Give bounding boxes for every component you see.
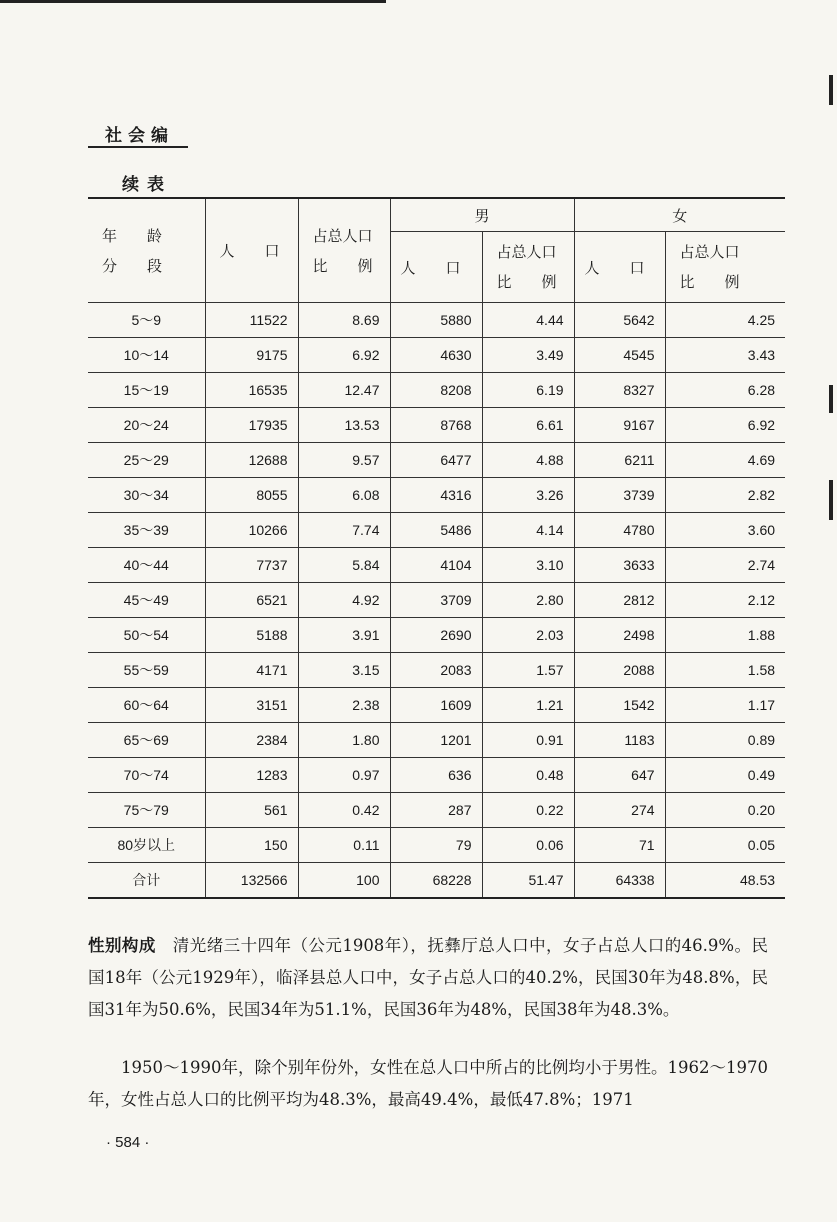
value-cell: 4316 bbox=[390, 478, 482, 513]
value-cell: 13.53 bbox=[298, 408, 390, 443]
col-header-age bbox=[88, 198, 205, 303]
value-cell: 1.88 bbox=[665, 618, 785, 653]
age-group-cell: 35～39 bbox=[88, 513, 205, 548]
paragraph-1950-1990: 1950～1990年，除个别年份外，女性在总人口中所占的比例均小于男性。1962～1970年，女性占总人口的比例平均为48.3%，最高49.4%，最低47.8%；1971 bbox=[88, 1058, 768, 1109]
value-cell: 12.47 bbox=[298, 373, 390, 408]
value-cell: 1.80 bbox=[298, 723, 390, 758]
scan-edge-mark bbox=[829, 385, 833, 413]
age-group-cell: 70～74 bbox=[88, 758, 205, 793]
female-ratio-header bbox=[665, 232, 785, 303]
value-cell: 17935 bbox=[205, 408, 298, 443]
value-cell: 2.80 bbox=[482, 583, 574, 618]
value-cell: 1.17 bbox=[665, 688, 785, 723]
value-cell: 2812 bbox=[574, 583, 665, 618]
male-ratio-line2: 比 例 bbox=[496, 273, 557, 291]
paragraph-lead: 性别构成 bbox=[88, 936, 156, 955]
scan-edge-mark bbox=[829, 480, 833, 520]
female-population-label: 人 口 bbox=[584, 258, 645, 277]
value-cell: 7.74 bbox=[298, 513, 390, 548]
value-cell: 4545 bbox=[574, 338, 665, 373]
age-group-cell: 30～34 bbox=[88, 478, 205, 513]
group-header-male: 男 bbox=[390, 198, 574, 232]
page-number: · 584 · bbox=[106, 1134, 150, 1151]
age-group-cell: 50～54 bbox=[88, 618, 205, 653]
female-ratio-line1: 占总人口 bbox=[679, 243, 740, 261]
table-row bbox=[88, 688, 785, 723]
value-cell: 132566 bbox=[205, 863, 298, 899]
table-row bbox=[88, 758, 785, 793]
table-body bbox=[88, 303, 785, 899]
value-cell: 561 bbox=[205, 793, 298, 828]
value-cell: 0.97 bbox=[298, 758, 390, 793]
age-group-cell: 合计 bbox=[88, 863, 205, 899]
value-cell: 5486 bbox=[390, 513, 482, 548]
value-cell: 4.69 bbox=[665, 443, 785, 478]
age-group-cell: 25～29 bbox=[88, 443, 205, 478]
value-cell: 2.38 bbox=[298, 688, 390, 723]
value-cell: 5.84 bbox=[298, 548, 390, 583]
table-row bbox=[88, 408, 785, 443]
age-group-cell: 40～44 bbox=[88, 548, 205, 583]
table-row bbox=[88, 513, 785, 548]
value-cell: 1283 bbox=[205, 758, 298, 793]
value-cell: 6211 bbox=[574, 443, 665, 478]
value-cell: 2.03 bbox=[482, 618, 574, 653]
value-cell: 79 bbox=[390, 828, 482, 863]
value-cell: 4630 bbox=[390, 338, 482, 373]
age-group-cell: 80岁以上 bbox=[88, 828, 205, 863]
value-cell: 9.57 bbox=[298, 443, 390, 478]
table-row bbox=[88, 443, 785, 478]
value-cell: 2.74 bbox=[665, 548, 785, 583]
col-header-ratio bbox=[298, 198, 390, 303]
value-cell: 1542 bbox=[574, 688, 665, 723]
value-cell: 100 bbox=[298, 863, 390, 899]
value-cell: 2384 bbox=[205, 723, 298, 758]
col-header-ratio-line2: 比 例 bbox=[312, 256, 373, 275]
age-group-cell: 65～69 bbox=[88, 723, 205, 758]
value-cell: 1183 bbox=[574, 723, 665, 758]
group-header-female: 女 bbox=[574, 198, 785, 232]
value-cell: 48.53 bbox=[665, 863, 785, 899]
value-cell: 6.28 bbox=[665, 373, 785, 408]
value-cell: 2088 bbox=[574, 653, 665, 688]
value-cell: 0.05 bbox=[665, 828, 785, 863]
value-cell: 1.21 bbox=[482, 688, 574, 723]
col-header-population bbox=[205, 198, 298, 303]
value-cell: 71 bbox=[574, 828, 665, 863]
table-row bbox=[88, 303, 785, 338]
section-underline bbox=[88, 146, 188, 148]
value-cell: 12688 bbox=[205, 443, 298, 478]
value-cell: 2.12 bbox=[665, 583, 785, 618]
table-row bbox=[88, 373, 785, 408]
value-cell: 0.49 bbox=[665, 758, 785, 793]
value-cell: 64338 bbox=[574, 863, 665, 899]
col-header-ratio-line1: 占总人口 bbox=[312, 226, 373, 245]
value-cell: 3633 bbox=[574, 548, 665, 583]
value-cell: 3.91 bbox=[298, 618, 390, 653]
value-cell: 8768 bbox=[390, 408, 482, 443]
value-cell: 3.60 bbox=[665, 513, 785, 548]
value-cell: 8.69 bbox=[298, 303, 390, 338]
value-cell: 8208 bbox=[390, 373, 482, 408]
table-row bbox=[88, 583, 785, 618]
age-group-cell: 10～14 bbox=[88, 338, 205, 373]
value-cell: 3151 bbox=[205, 688, 298, 723]
value-cell: 274 bbox=[574, 793, 665, 828]
value-cell: 4171 bbox=[205, 653, 298, 688]
age-group-cell: 45～49 bbox=[88, 583, 205, 618]
table-row bbox=[88, 338, 785, 373]
value-cell: 636 bbox=[390, 758, 482, 793]
table-row bbox=[88, 828, 785, 863]
age-group-cell: 20～24 bbox=[88, 408, 205, 443]
age-group-cell: 15～19 bbox=[88, 373, 205, 408]
male-ratio-line1: 占总人口 bbox=[496, 243, 557, 261]
scan-edge-mark bbox=[829, 75, 833, 105]
table-caption: 续表 bbox=[122, 175, 172, 195]
value-cell: 9167 bbox=[574, 408, 665, 443]
value-cell: 4.25 bbox=[665, 303, 785, 338]
value-cell: 3.15 bbox=[298, 653, 390, 688]
value-cell: 0.42 bbox=[298, 793, 390, 828]
age-group-cell: 75～79 bbox=[88, 793, 205, 828]
value-cell: 0.11 bbox=[298, 828, 390, 863]
value-cell: 1.57 bbox=[482, 653, 574, 688]
paragraph-body: 清光绪三十四年（公元1908年），抚彝厅总人口中，女子占总人口的46.9%。民国18年（公元1929年），临泽县总人口中，女子占总人口的40.2%，民国30年为48.8%，民国31年为50.6%，民国34年为51.1%，民国36年为48%，民国38年为48.3%。 bbox=[88, 936, 768, 1019]
value-cell: 4104 bbox=[390, 548, 482, 583]
value-cell: 5188 bbox=[205, 618, 298, 653]
value-cell: 6.92 bbox=[298, 338, 390, 373]
value-cell: 4.44 bbox=[482, 303, 574, 338]
age-group-cell: 55～59 bbox=[88, 653, 205, 688]
value-cell: 7737 bbox=[205, 548, 298, 583]
value-cell: 6.92 bbox=[665, 408, 785, 443]
top-edge-rule bbox=[0, 0, 386, 3]
value-cell: 5642 bbox=[574, 303, 665, 338]
table-row bbox=[88, 653, 785, 688]
value-cell: 2690 bbox=[390, 618, 482, 653]
value-cell: 10266 bbox=[205, 513, 298, 548]
value-cell: 16535 bbox=[205, 373, 298, 408]
value-cell: 150 bbox=[205, 828, 298, 863]
value-cell: 0.89 bbox=[665, 723, 785, 758]
value-cell: 6521 bbox=[205, 583, 298, 618]
value-cell: 2498 bbox=[574, 618, 665, 653]
table-row bbox=[88, 793, 785, 828]
col-header-population-label: 人 口 bbox=[219, 242, 280, 260]
header-row bbox=[88, 198, 785, 232]
value-cell: 6.08 bbox=[298, 478, 390, 513]
value-cell: 3.10 bbox=[482, 548, 574, 583]
col-header-age-line1: 年 龄 bbox=[102, 226, 163, 245]
value-cell: 51.47 bbox=[482, 863, 574, 899]
value-cell: 3.43 bbox=[665, 338, 785, 373]
col-header-age-line2: 分 段 bbox=[102, 256, 163, 275]
paragraph-sex-composition bbox=[88, 930, 768, 1026]
value-cell: 2.82 bbox=[665, 478, 785, 513]
table-row bbox=[88, 723, 785, 758]
value-cell: 647 bbox=[574, 758, 665, 793]
male-ratio-header bbox=[482, 232, 574, 303]
value-cell: 1201 bbox=[390, 723, 482, 758]
value-cell: 0.06 bbox=[482, 828, 574, 863]
section-label: 社会编 bbox=[105, 126, 174, 146]
value-cell: 0.91 bbox=[482, 723, 574, 758]
table-row bbox=[88, 618, 785, 653]
male-population-label: 人 口 bbox=[400, 258, 461, 277]
value-cell: 3709 bbox=[390, 583, 482, 618]
value-cell: 11522 bbox=[205, 303, 298, 338]
age-group-cell: 60～64 bbox=[88, 688, 205, 723]
value-cell: 1609 bbox=[390, 688, 482, 723]
value-cell: 8055 bbox=[205, 478, 298, 513]
value-cell: 1.58 bbox=[665, 653, 785, 688]
male-population-header bbox=[390, 232, 482, 303]
value-cell: 4.88 bbox=[482, 443, 574, 478]
value-cell: 0.20 bbox=[665, 793, 785, 828]
value-cell: 0.48 bbox=[482, 758, 574, 793]
value-cell: 6.19 bbox=[482, 373, 574, 408]
value-cell: 4.14 bbox=[482, 513, 574, 548]
value-cell: 4780 bbox=[574, 513, 665, 548]
value-cell: 3.26 bbox=[482, 478, 574, 513]
table-row bbox=[88, 863, 785, 899]
value-cell: 6.61 bbox=[482, 408, 574, 443]
value-cell: 5880 bbox=[390, 303, 482, 338]
value-cell: 6477 bbox=[390, 443, 482, 478]
value-cell: 287 bbox=[390, 793, 482, 828]
female-population-header bbox=[574, 232, 665, 303]
value-cell: 4.92 bbox=[298, 583, 390, 618]
table-row bbox=[88, 478, 785, 513]
value-cell: 2083 bbox=[390, 653, 482, 688]
age-group-cell: 5～9 bbox=[88, 303, 205, 338]
value-cell: 3.49 bbox=[482, 338, 574, 373]
population-table bbox=[88, 197, 785, 899]
value-cell: 3739 bbox=[574, 478, 665, 513]
table-row bbox=[88, 548, 785, 583]
value-cell: 68228 bbox=[390, 863, 482, 899]
value-cell: 0.22 bbox=[482, 793, 574, 828]
value-cell: 8327 bbox=[574, 373, 665, 408]
female-ratio-line2: 比 例 bbox=[679, 273, 740, 291]
value-cell: 9175 bbox=[205, 338, 298, 373]
